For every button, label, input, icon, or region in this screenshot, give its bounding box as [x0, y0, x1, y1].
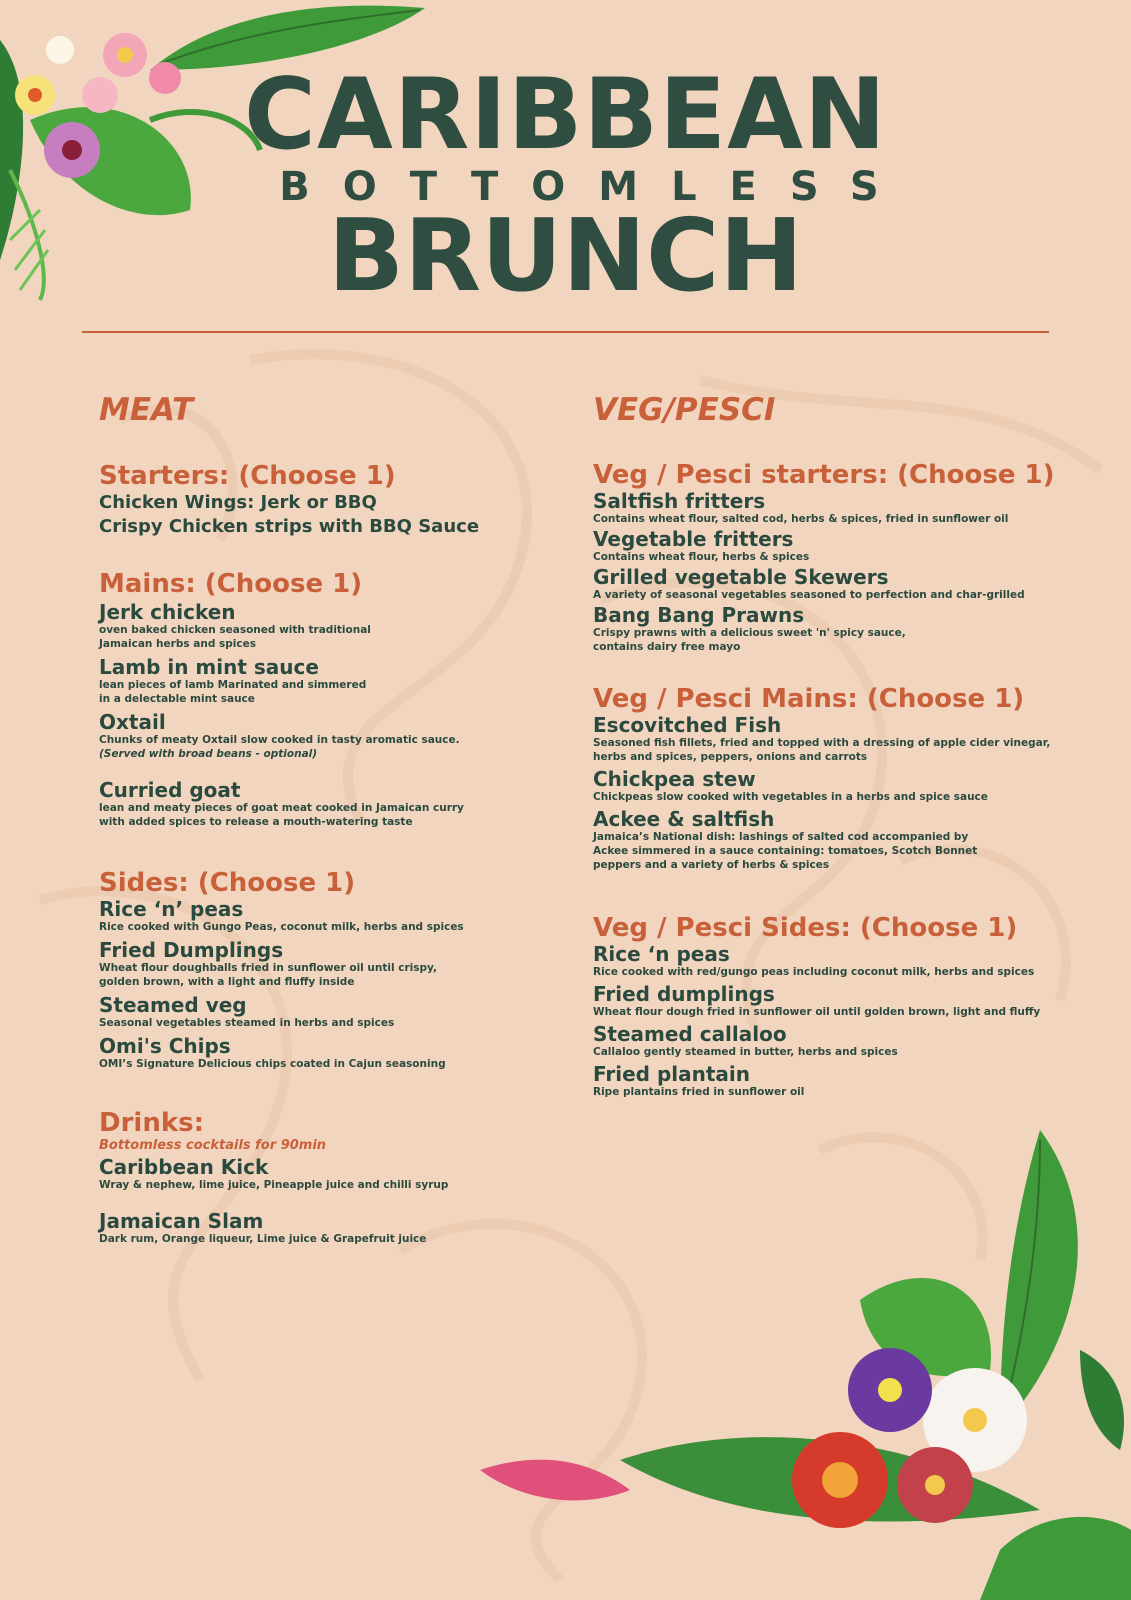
item-description: with added spices to release a mouth-watering taste: [99, 816, 413, 828]
veg-starters: [593, 460, 1063, 654]
meat-heading: MEAT: [99, 392, 194, 428]
menu-item: [593, 983, 1063, 1019]
menu-item: [593, 566, 1063, 602]
item-description: Wray & nephew, lime juice, Pineapple juice and chilli syrup: [99, 1179, 449, 1191]
menu-item: [99, 711, 559, 761]
meat-starters: [99, 461, 559, 539]
item-name: Saltfish fritters: [593, 489, 766, 513]
menu-item: [593, 528, 1063, 564]
item-description: contains dairy free mayo: [593, 641, 741, 653]
menu-item: [99, 656, 559, 706]
menu-item: [99, 779, 559, 829]
section-heading: Veg / Pesci Sides: (Choose 1): [593, 913, 1018, 943]
item-name: Curried goat: [99, 778, 241, 802]
menu-item: [99, 601, 559, 651]
item-name: Ackee & saltfish: [593, 807, 775, 831]
item-name: Omi's Chips: [99, 1034, 231, 1058]
section-heading: Drinks:: [99, 1108, 204, 1138]
menu-item: [593, 1023, 1063, 1059]
item-description: lean and meaty pieces of goat meat cooked in Jamaican curry: [99, 802, 464, 814]
item-name: Vegetable fritters: [593, 527, 794, 551]
item-description: Contains wheat flour, herbs & spices: [593, 551, 810, 563]
section-heading: Veg / Pesci Mains: (Choose 1): [593, 684, 1025, 714]
item-description: Seasonal vegetables steamed in herbs and spices: [99, 1017, 395, 1029]
item-description: Rice cooked with red/gungo peas including coconut milk, herbs and spices: [593, 966, 1035, 978]
item-name: Rice ‘n’ peas: [99, 897, 244, 921]
item-name: Escovitched Fish: [593, 713, 782, 737]
menu-item: [99, 898, 559, 934]
item-name: Chickpea stew: [593, 767, 756, 791]
menu-item: [593, 490, 1063, 526]
item-name: Steamed callaloo: [593, 1022, 787, 1046]
item-description: Crispy prawns with a delicious sweet 'n' spicy sauce,: [593, 627, 906, 639]
section-heading: Sides: (Choose 1): [99, 868, 356, 898]
item-name: Oxtail: [99, 710, 166, 734]
item-description: Jamaica’s National dish: lashings of salted cod accompanied by: [593, 831, 969, 843]
item-name: Jamaican Slam: [99, 1209, 264, 1233]
menu-item: [593, 1063, 1063, 1099]
menu-item: [593, 604, 1063, 654]
tropical-flowers-bottom-right: [480, 1130, 1131, 1600]
item-name: Fried Dumplings: [99, 938, 284, 962]
item-description: lean pieces of lamb Marinated and simmered: [99, 679, 367, 691]
header-divider: [82, 331, 1049, 333]
title-brunch: BRUNCH: [327, 197, 804, 314]
item-description: in a delectable mint sauce: [99, 693, 255, 705]
item-name: Lamb in mint sauce: [99, 655, 319, 679]
title-caribbean: CARIBBEAN: [244, 58, 887, 172]
item-description: Seasoned fish fillets, fried and topped with a dressing of apple cider vinegar,: [593, 737, 1051, 749]
drinks-subheading: Bottomless cocktails for 90min: [99, 1138, 327, 1153]
menu-item: [99, 1156, 559, 1192]
section-heading: Mains: (Choose 1): [99, 569, 363, 599]
menu-item: [99, 994, 559, 1030]
item-name: Bang Bang Prawns: [593, 603, 805, 627]
title-bottomless: BOTTOMLESS: [279, 164, 912, 210]
item-description: Contains wheat flour, salted cod, herbs & spices, fried in sunflower oil: [593, 513, 1009, 525]
veg-pesci-heading: VEG/PESCI: [593, 392, 776, 428]
item-name: Caribbean Kick: [99, 1155, 269, 1179]
item-description: Wheat flour doughballs fried in sunflower oil until crispy,: [99, 962, 438, 974]
meat-mains: [99, 569, 559, 829]
item-name: Fried plantain: [593, 1062, 751, 1086]
menu-line: Chicken Wings: Jerk or BBQ: [99, 492, 377, 513]
menu-item: [99, 1035, 559, 1071]
item-name: Steamed veg: [99, 993, 247, 1017]
item-description: OMI’s Signature Delicious chips coated in Cajun seasoning: [99, 1058, 446, 1070]
menu-item: [593, 808, 1063, 872]
item-description: Dark rum, Orange liqueur, Lime juice & Grapefruit juice: [99, 1233, 427, 1245]
veg-sides: [593, 913, 1063, 1099]
menu-item: [593, 768, 1063, 804]
item-description: peppers and a variety of herbs & spices: [593, 859, 830, 871]
item-name: Rice ‘n peas: [593, 942, 730, 966]
menu-line: Crispy Chicken strips with BBQ Sauce: [99, 516, 480, 537]
menu-item: [99, 1210, 559, 1246]
item-description: herbs and spices, peppers, onions and carrots: [593, 751, 868, 763]
item-description: golden brown, with a light and fluffy inside: [99, 976, 355, 988]
item-description: A variety of seasonal vegetables seasoned to perfection and char-grilled: [593, 589, 1025, 601]
item-description: Rice cooked with Gungo Peas, coconut milk, herbs and spices: [99, 921, 464, 933]
menu-item: [99, 939, 559, 989]
item-description: Ackee simmered in a sauce containing: tomatoes, Scotch Bonnet: [593, 845, 978, 857]
menu-item: [593, 714, 1063, 764]
item-note: (Served with broad beans - optional): [99, 748, 318, 760]
item-name: Jerk chicken: [99, 600, 236, 624]
item-name: Fried dumplings: [593, 982, 775, 1006]
item-description: Wheat flour dough fried in sunflower oil until golden brown, light and fluffy: [593, 1006, 1041, 1018]
veg-mains: [593, 684, 1063, 872]
item-description: Callaloo gently steamed in butter, herbs and spices: [593, 1046, 898, 1058]
item-description: Jamaican herbs and spices: [99, 638, 256, 650]
item-description: Ripe plantains fried in sunflower oil: [593, 1086, 805, 1098]
item-description: Chickpeas slow cooked with vegetables in a herbs and spice sauce: [593, 791, 988, 803]
item-description: Chunks of meaty Oxtail slow cooked in tasty aromatic sauce.: [99, 734, 460, 746]
section-heading: Starters: (Choose 1): [99, 461, 396, 491]
item-name: Grilled vegetable Skewers: [593, 565, 889, 589]
section-heading: Veg / Pesci starters: (Choose 1): [593, 460, 1055, 490]
meat-drinks: [99, 1108, 559, 1246]
meat-sides: [99, 868, 559, 1071]
item-description: oven baked chicken seasoned with traditional: [99, 624, 371, 636]
menu-item: [593, 943, 1063, 979]
